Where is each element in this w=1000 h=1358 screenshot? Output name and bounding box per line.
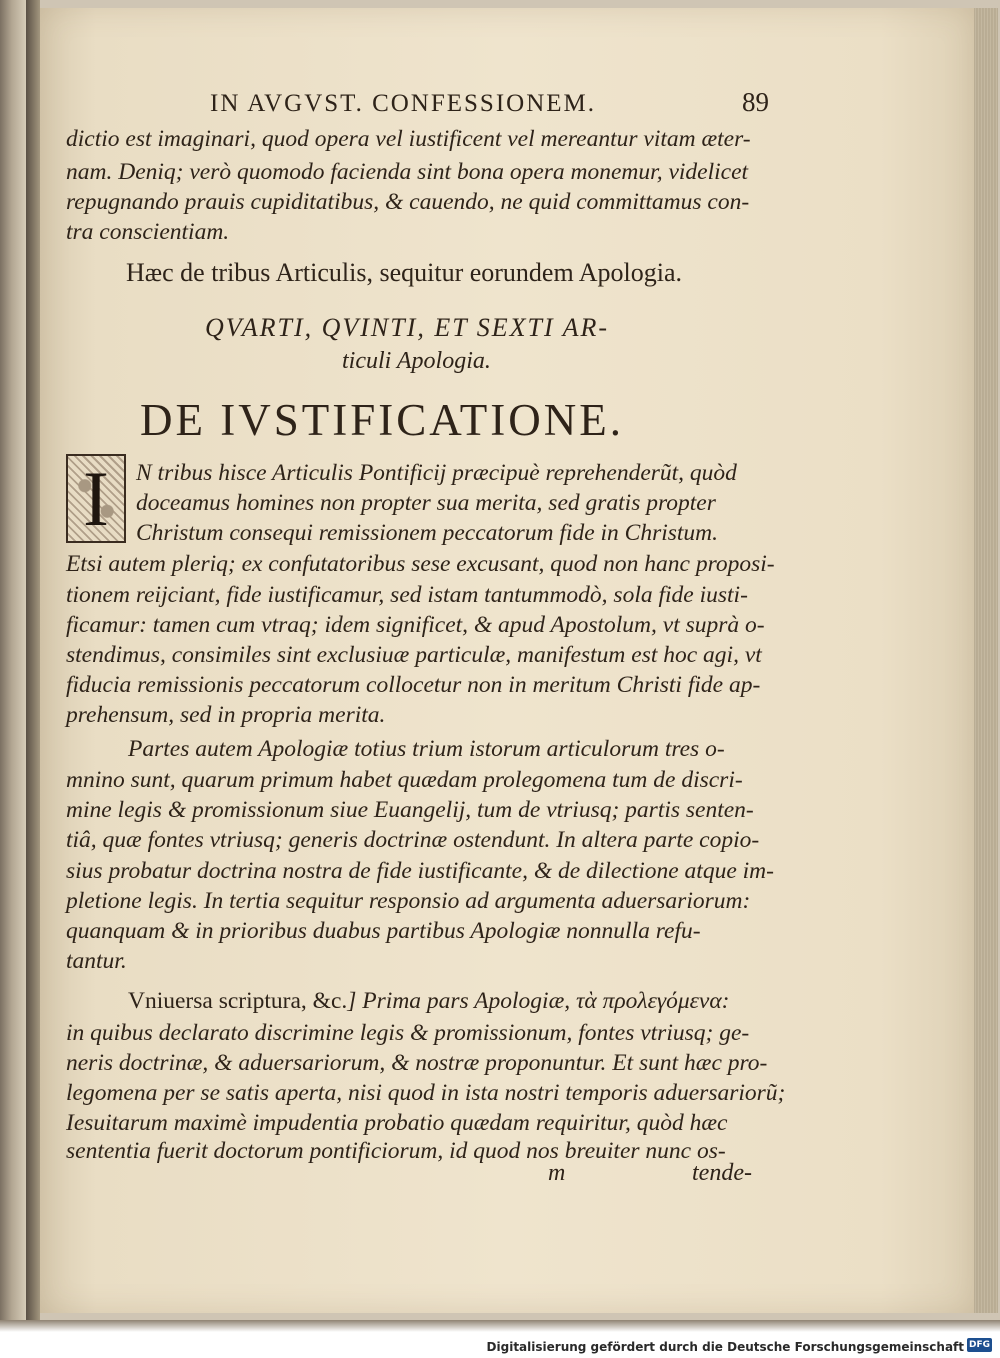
text-line: Etsi autem pleriq; ex confutatoribus sese excusant, quod non hanc proposi- [66, 551, 775, 577]
text-line: tiâ, quæ fontes vtriusq; generis doctrinæ ostendunt. In altera parte copio- [66, 827, 760, 853]
chapter-title: DE IVSTIFICATIONE. [140, 395, 624, 445]
digitization-credit: Digitalisierung gefördert durch die Deutsche Forschungsgemeinschaft [486, 1340, 964, 1354]
text-line: nam. Deniq; verò quomodo facienda sint bona opera monemur, videlicet [66, 159, 749, 185]
running-head: IN AVGVST. CONFESSIONEM. [210, 90, 597, 117]
text-line: legomena per se satis aperta, nisi quod in ista nostri temporis aduersariorũ; [66, 1080, 786, 1106]
text-line: Iesuitarum maximè impudentia probatio quædam requiritur, quòd hæc [66, 1110, 728, 1136]
drop-cap-letter: I [68, 456, 124, 541]
text-line: fiducia remissionis peccatorum collocetur non in meritum Christi fide ap- [66, 672, 761, 698]
text-line: dictio est imaginari, quod opera vel iustificent vel mereantur vitam æter- [66, 126, 751, 152]
text-line: sententia fuerit doctorum pontificiorum, id quod nos breuiter nunc os- [66, 1138, 726, 1164]
text-line: mine legis & promissionum siue Euangelij, tum de vtriusq; partis senten- [66, 797, 754, 823]
page-stack-edge [974, 8, 998, 1313]
ornamental-initial [66, 454, 126, 543]
page-number: 89 [742, 87, 769, 117]
section-heading-continued: ticuli Apologia. [342, 348, 491, 374]
text-line: prehensum, sed in propria merita. [66, 702, 386, 728]
dfg-logo: DFG [968, 1340, 990, 1350]
text-line: tra conscientiam. [66, 219, 230, 245]
text-line: ficamur: tamen cum vtraq; idem significet, & apud Apostolum, vt suprà o- [66, 612, 765, 638]
text-line: tionem reijciant, fide iustificamur, sed istam tantummodò, sola fide iusti- [66, 582, 748, 608]
text-line: in quibus declarato discrimine legis & promissionum, fontes vtriusq; ge- [66, 1020, 750, 1046]
text-line: pletione legis. In tertia sequitur responsio ad argumenta aduersariorum: [66, 888, 751, 914]
section-heading: QVARTI, QVINTI, ET SEXTI AR- [205, 313, 610, 342]
book-gutter [26, 0, 40, 1320]
text-line: repugnando prauis cupiditatibus, & cauendo, ne quid committamus con- [66, 189, 750, 215]
text-line: doceamus homines non propter sua merita, sed gratis propter [136, 490, 716, 516]
text-line: Christum consequi remissionem peccatorum fide in Christum. [136, 520, 719, 546]
text-line: Partes autem Apologiæ totius trium istorum articulorum tres o- [128, 736, 725, 762]
catchword: tende- [692, 1160, 752, 1186]
lemma-comment: ] Prima pars Apologiæ, τὰ προλεγόμενα: [347, 988, 730, 1014]
text-line: N tribus hisce Articulis Pontificij præcipuè reprehenderũt, quòd [136, 460, 737, 486]
section-summary: Hæc de tribus Articulis, sequitur eorundem Apologia. [126, 258, 683, 287]
text-line: tantur. [66, 948, 127, 974]
lemma: Vniuersa scriptura, &c. [128, 988, 348, 1014]
text-line: quanquam & in prioribus duabus partibus Apologiæ nonnulla refu- [66, 918, 701, 944]
text-line [128, 986, 730, 1016]
signature-mark: m [548, 1160, 566, 1186]
text-line: mnino sunt, quarum primum habet quædam prolegomena tum de discri- [66, 767, 743, 793]
text-line: stendimus, consimiles sint exclusiuæ particulæ, manifestum est hoc agi, vt [66, 642, 762, 668]
text-line: sius probatur doctrina nostra de fide iustificante, & de dilectione atque im- [66, 858, 774, 884]
adjacent-page-edge [0, 0, 26, 1320]
text-line: neris doctrinæ, & aduersariorum, & nostræ proponuntur. Et sunt hæc pro- [66, 1050, 768, 1076]
